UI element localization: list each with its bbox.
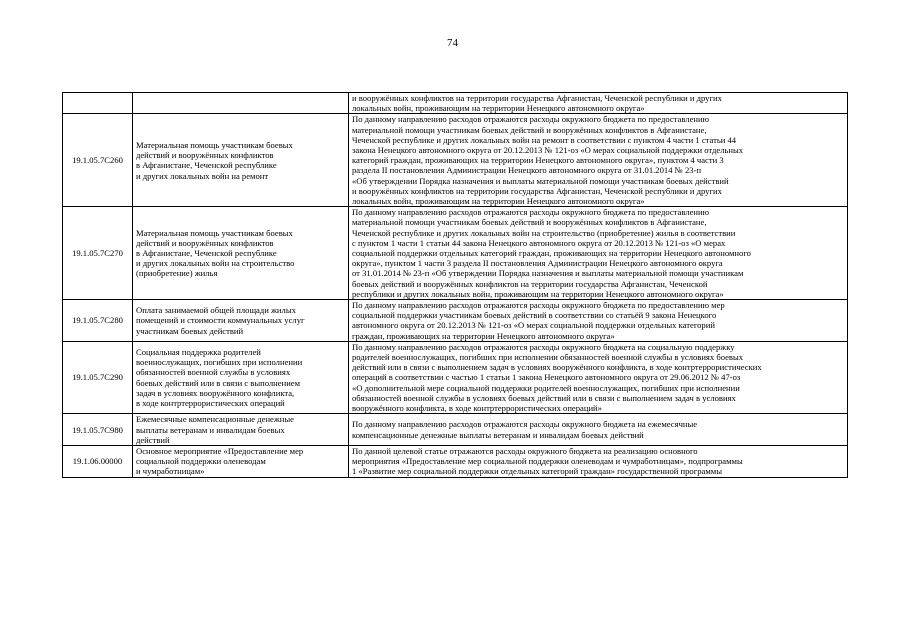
name-line: обязанностей военной службы в условиях <box>136 367 291 378</box>
description-line: вооружённого конфликта, в ходе контртеррористических операций» <box>352 403 602 414</box>
target-article-code: 19.1.05.7С280 <box>63 300 133 342</box>
target-article-description <box>349 114 848 207</box>
description-line: и вооружённых конфликтов на территории государства Афганистан, Чеченской республики и других <box>352 185 722 196</box>
table-row <box>63 445 848 477</box>
description-line: граждан, проживающих на территории Ненецкого автономного округа» <box>352 330 615 341</box>
description-line: По данной целевой статье отражаются расходы окружного бюджета на реализацию основного <box>352 445 698 456</box>
description-line: социальной поддержки участникам боевых действий в соответствии со статьёй 9 закона Ненецкого <box>352 310 717 321</box>
table-row <box>63 114 848 207</box>
name-line: военнослужащих, погибших при исполнении <box>136 357 303 368</box>
name-line: Основное мероприятие «Предоставление мер <box>136 445 304 456</box>
description-line: По данному направлению расходов отражаются расходы окружного бюджета по предоставлению <box>352 114 709 125</box>
name-line: и других локальных войн на ремонт <box>136 170 269 181</box>
name-line: Материальная помощь участникам боевых <box>136 227 293 238</box>
table-row <box>63 207 848 300</box>
description-line: обязанностей военной службы в условиях боевых действий или в связи с выполнением задач в условиях <box>352 392 736 403</box>
table-body <box>63 93 848 478</box>
target-article-description <box>349 414 848 446</box>
target-article-description <box>349 93 848 114</box>
target-article-code <box>63 93 133 114</box>
description-line: боевых действий и вооружённых конфликтов на территории государства Афганистан, Чеченской <box>352 278 708 289</box>
target-article-description <box>349 341 848 413</box>
name-line: (приобретение) жилья <box>136 268 218 279</box>
target-article-name <box>133 207 349 300</box>
description-line: По данному направлению расходов отражаются расходы окружного бюджета по предоставлению мер <box>352 300 725 311</box>
name-line: Оплата занимаемой общей площади жилых <box>136 305 296 316</box>
description-line: автономного округа от 20.12.2013 № 121-оз «О мерах социальной поддержки отдельных категорий <box>352 320 715 331</box>
description-line: округа», пунктом 1 части 3 раздела II постановления Администрации Ненецкого автономного округа <box>352 258 723 269</box>
description-line: закона Ненецкого автономного округа от 20.12.2013 № 121-оз «О мерах социальной поддержки отдельных <box>352 145 744 156</box>
description-line: раздела II постановления Администрации Ненецкого автономного округа от 31.01.2014 № 23-п <box>352 165 702 176</box>
target-article-code: 19.1.05.7С270 <box>63 207 133 300</box>
description-line: По данному направлению расходов отражаются расходы окружного бюджета на ежемесячные <box>352 419 698 430</box>
page-number: 74 <box>447 37 458 49</box>
budget-classification-table <box>62 92 848 478</box>
description-line: материальной помощи участникам боевых действий и вооружённых конфликтов в Афганистане, <box>352 124 707 135</box>
target-article-description <box>349 300 848 342</box>
name-line: задач в условиях вооружённого конфликта, <box>136 387 295 398</box>
description-line: родителей военнослужащих, погибших при исполнении обязанностей военной службы в условиях боевых <box>352 352 744 363</box>
table-row <box>63 93 848 114</box>
table-row <box>63 414 848 446</box>
description-line: 1 «Развитие мер социальной поддержки отдельных категорий граждан» государственной программы <box>352 466 722 477</box>
name-line: участникам боевых действий <box>136 325 244 336</box>
name-line: действий и вооружённых конфликтов <box>136 150 274 161</box>
name-line: и чумработницам» <box>136 466 205 477</box>
target-article-name <box>133 300 349 342</box>
description-line: материальной помощи участникам боевых действий и вооружённых конфликтов в Афганистане, <box>352 217 707 228</box>
description-line: Чеченской республике и других локальных войн на строительство (приобретение) жилья в соответствии <box>352 227 736 238</box>
target-article-description <box>349 445 848 477</box>
name-line: действий и вооружённых конфликтов <box>136 237 274 248</box>
target-article-code: 19.1.06.00000 <box>63 445 133 477</box>
target-article-code: 19.1.05.7С980 <box>63 414 133 446</box>
target-article-description <box>349 207 848 300</box>
name-line: Социальная поддержка родителей <box>136 346 261 357</box>
name-line: Ежемесячные компенсационные денежные <box>136 414 294 425</box>
name-line: Материальная помощь участникам боевых <box>136 139 293 150</box>
description-line: Чеченской республике и других локальных войн на ремонт в соответствии с пунктом 4 части 1 статьи 44 <box>352 134 737 145</box>
name-line: в Афганистане, Чеченской республике <box>136 160 277 171</box>
name-line: действий <box>136 434 170 445</box>
name-line: помещений и стоимости коммунальных услуг <box>136 315 305 326</box>
name-line: и других локальных войн на строительство <box>136 258 295 269</box>
target-article-name <box>133 445 349 477</box>
description-line: операций в соответствии с частью 1 статьи 1 закона Ненецкого автономного округа от 29.06.2012 № 47-оз <box>352 372 741 383</box>
description-line: локальных войн, проживающим на территории Ненецкого автономного округа» <box>352 103 645 114</box>
target-article-name <box>133 93 349 114</box>
description-line: категорий граждан, проживающих на территории Ненецкого автономного округа», пунктом 4 части 3 <box>352 155 724 166</box>
description-line: с пунктом 1 части 1 статьи 44 закона Ненецкого автономного округа от 20.12.2013 № 121-оз «О мерах <box>352 237 726 248</box>
table-row <box>63 341 848 413</box>
name-line: в ходе контртеррористических операций <box>136 397 285 408</box>
name-line: в Афганистане, Чеченской республике <box>136 248 277 259</box>
description-line: «Об утверждении Порядка назначения и выплаты материальной помощи участникам боевых действий <box>352 175 729 186</box>
description-line: и вооружённых конфликтов на территории государства Афганистан, Чеченской республики и других <box>352 93 722 103</box>
description-line: компенсационные денежные выплаты ветеранам и инвалидам боевых действий <box>352 429 644 440</box>
description-line: мероприятия «Предоставление мер социальной поддержки оленеводам и чумработницам», подпрограммы <box>352 456 743 467</box>
description-line: социальной поддержки отдельных категорий граждан, проживающих на территории Ненецкого автономного <box>352 248 751 259</box>
description-line: от 31.01.2014 № 23-п «Об утверждении Порядка назначения и выплаты материальной помощи участникам <box>352 268 744 279</box>
description-line: локальных войн, проживающим на территории Ненецкого автономного округа» <box>352 196 645 207</box>
name-line: боевых действий или в связи с выполнением <box>136 377 301 388</box>
target-article-name <box>133 414 349 446</box>
description-line: действий или в связи с выполнением задач в условиях вооружённого конфликта, в ходе контртеррористических <box>352 362 762 373</box>
description-line: «О дополнительной мере социальной поддержки родителей военнослужащих, погибших при исполнении <box>352 382 740 393</box>
name-line: выплаты ветеранам и инвалидам боевых <box>136 424 285 435</box>
description-line: По данному направлению расходов отражаются расходы окружного бюджета по предоставлению <box>352 207 709 218</box>
target-article-name <box>133 114 349 207</box>
description-line: республики и других локальных войн, проживающим на территории Ненецкого автономного округа» <box>352 288 724 299</box>
table-row <box>63 300 848 342</box>
target-article-name <box>133 341 349 413</box>
target-article-code: 19.1.05.7С290 <box>63 341 133 413</box>
name-line: социальной поддержки оленеводам <box>136 456 266 467</box>
description-line: По данному направлению расходов отражаются расходы окружного бюджета на социальную поддержку <box>352 341 735 352</box>
target-article-code: 19.1.05.7С260 <box>63 114 133 207</box>
